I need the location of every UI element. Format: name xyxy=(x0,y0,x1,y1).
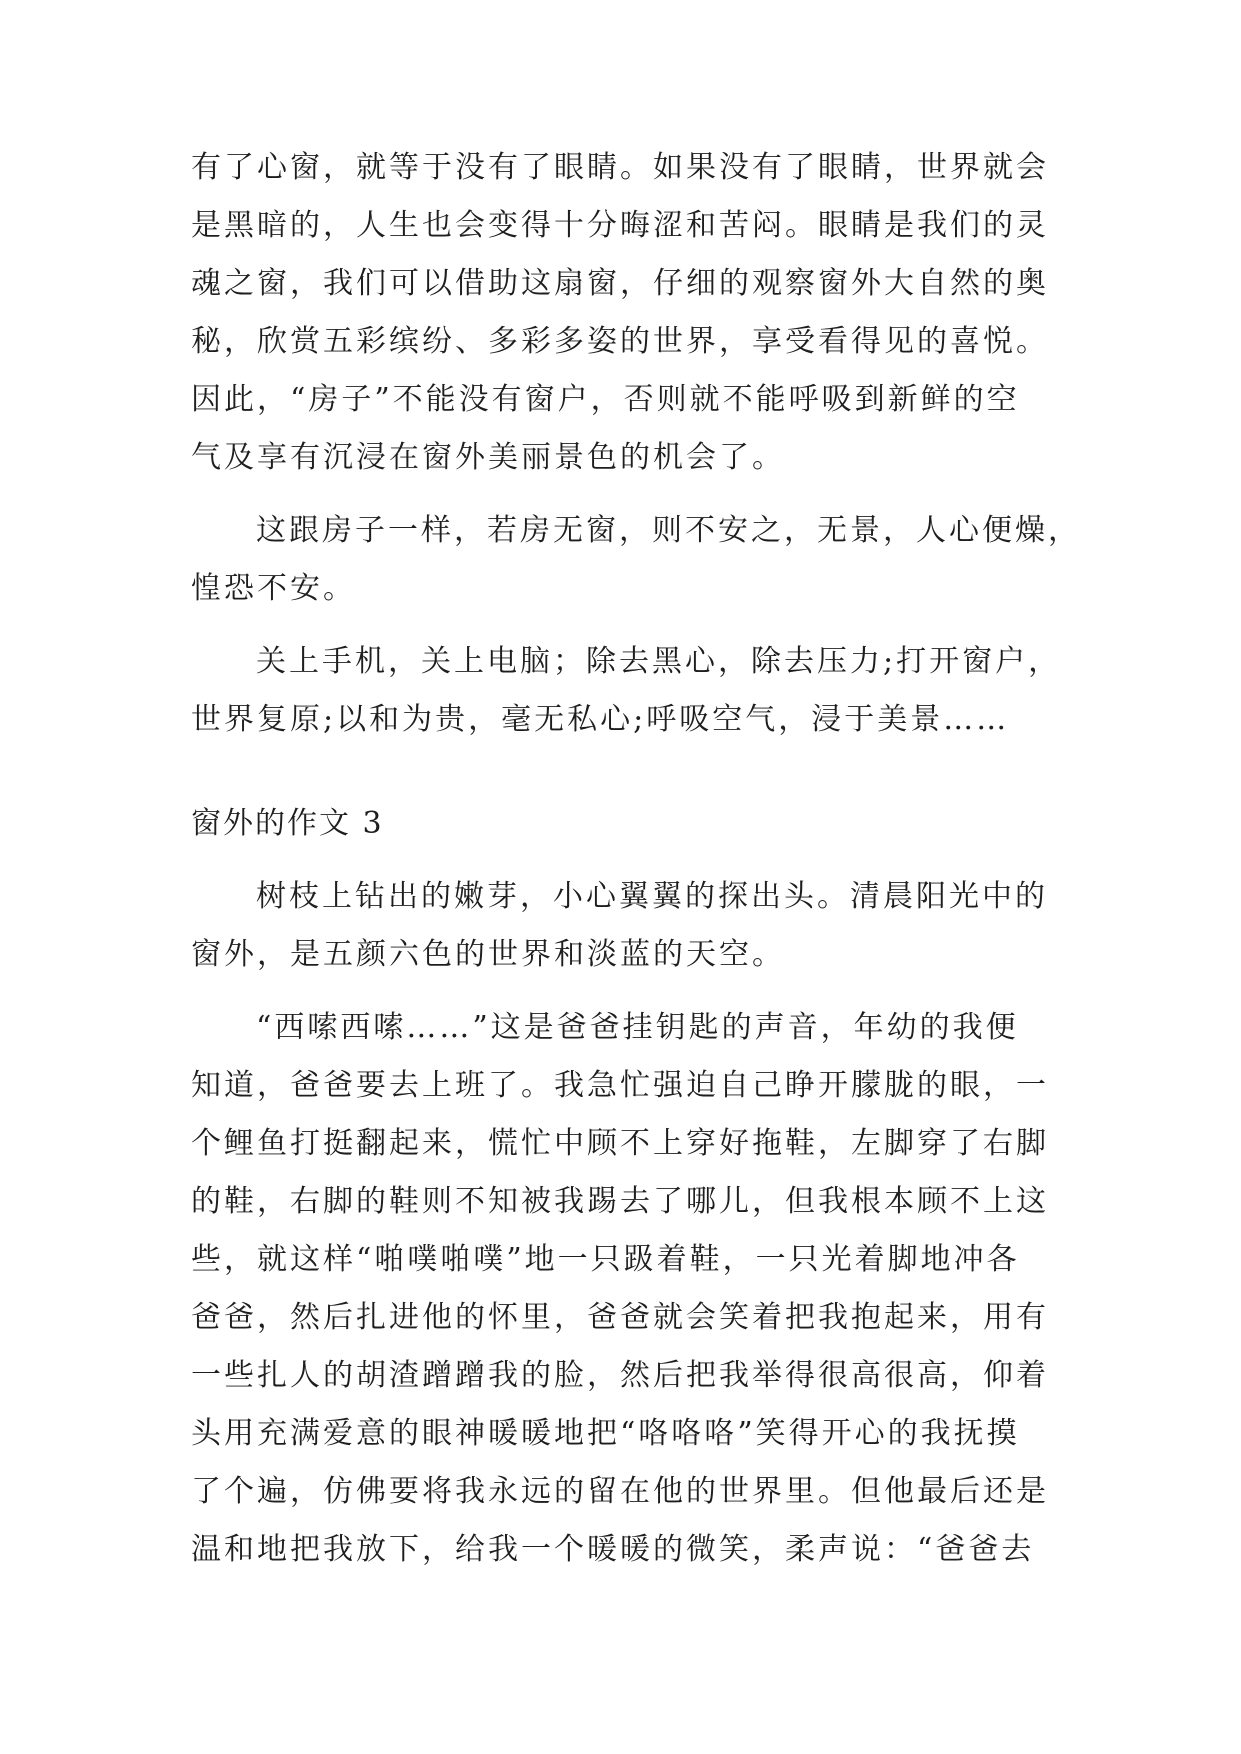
paragraph-line: 魂之窗，我们可以借助这扇窗，仔细的观察窗外大自然的奥 xyxy=(191,266,1049,301)
paragraph-line: 窗外，是五颜六色的世界和淡蓝的天空。 xyxy=(191,937,785,972)
paragraph-line: 知道，爸爸要去上班了。我急忙强迫自己睁开朦胧的眼，一 xyxy=(191,1068,1049,1103)
paragraph-line: 爸爸，然后扎进他的怀里，爸爸就会笑着把我抱起来，用有 xyxy=(191,1300,1049,1335)
paragraph-line: 个鲤鱼打挺翻起来，慌忙中顾不上穿好拖鞋，左脚穿了右脚 xyxy=(191,1126,1049,1161)
section-title: 窗外的作文 3 xyxy=(191,806,384,841)
paragraph-line: 世界复原;以和为贵，毫无私心;呼吸空气，浸于美景…… xyxy=(191,702,1010,737)
paragraph-line: 气及享有沉浸在窗外美丽景色的机会了。 xyxy=(191,440,785,475)
paragraph-line: 了个遍，仿佛要将我永远的留在他的世界里。但他最后还是 xyxy=(191,1474,1049,1509)
paragraph-line: 惶恐不安。 xyxy=(191,571,356,606)
paragraph-line: 树枝上钻出的嫩芽，小心翼翼的探出头。清晨阳光中的 xyxy=(256,879,1048,914)
paragraph-line: 因此，“房子”不能没有窗户，否则就不能呼吸到新鲜的空 xyxy=(191,382,1020,417)
paragraph-line: 温和地把我放下，给我一个暖暖的微笑，柔声说：“爸爸去 xyxy=(191,1532,1035,1567)
paragraph-line: “西嗦西嗦……”这是爸爸挂钥匙的声音，年幼的我便 xyxy=(256,1010,1019,1045)
paragraph-line: 是黑暗的，人生也会变得十分晦涩和苦闷。眼睛是我们的灵 xyxy=(191,208,1049,243)
paragraph-line: 有了心窗，就等于没有了眼睛。如果没有了眼睛，世界就会 xyxy=(191,150,1049,185)
paragraph-line: 这跟房子一样，若房无窗，则不安之，无景，人心便燥， xyxy=(256,513,1081,548)
paragraph-line: 些，就这样“啪噗啪噗”地一只趿着鞋，一只光着脚地冲各 xyxy=(191,1242,1020,1277)
paragraph-line: 秘，欣赏五彩缤纷、多彩多姿的世界，享受看得见的喜悦。 xyxy=(191,324,1049,359)
paragraph-line: 一些扎人的胡渣蹭蹭我的脸，然后把我举得很高很高，仰着 xyxy=(191,1358,1049,1393)
paragraph-line: 的鞋，右脚的鞋则不知被我踢去了哪儿，但我根本顾不上这 xyxy=(191,1184,1049,1219)
paragraph-line: 关上手机，关上电脑；除去黑心，除去压力;打开窗户， xyxy=(256,644,1062,679)
paragraph-line: 头用充满爱意的眼神暖暖地把“咯咯咯”笑得开心的我抚摸 xyxy=(191,1416,1020,1451)
